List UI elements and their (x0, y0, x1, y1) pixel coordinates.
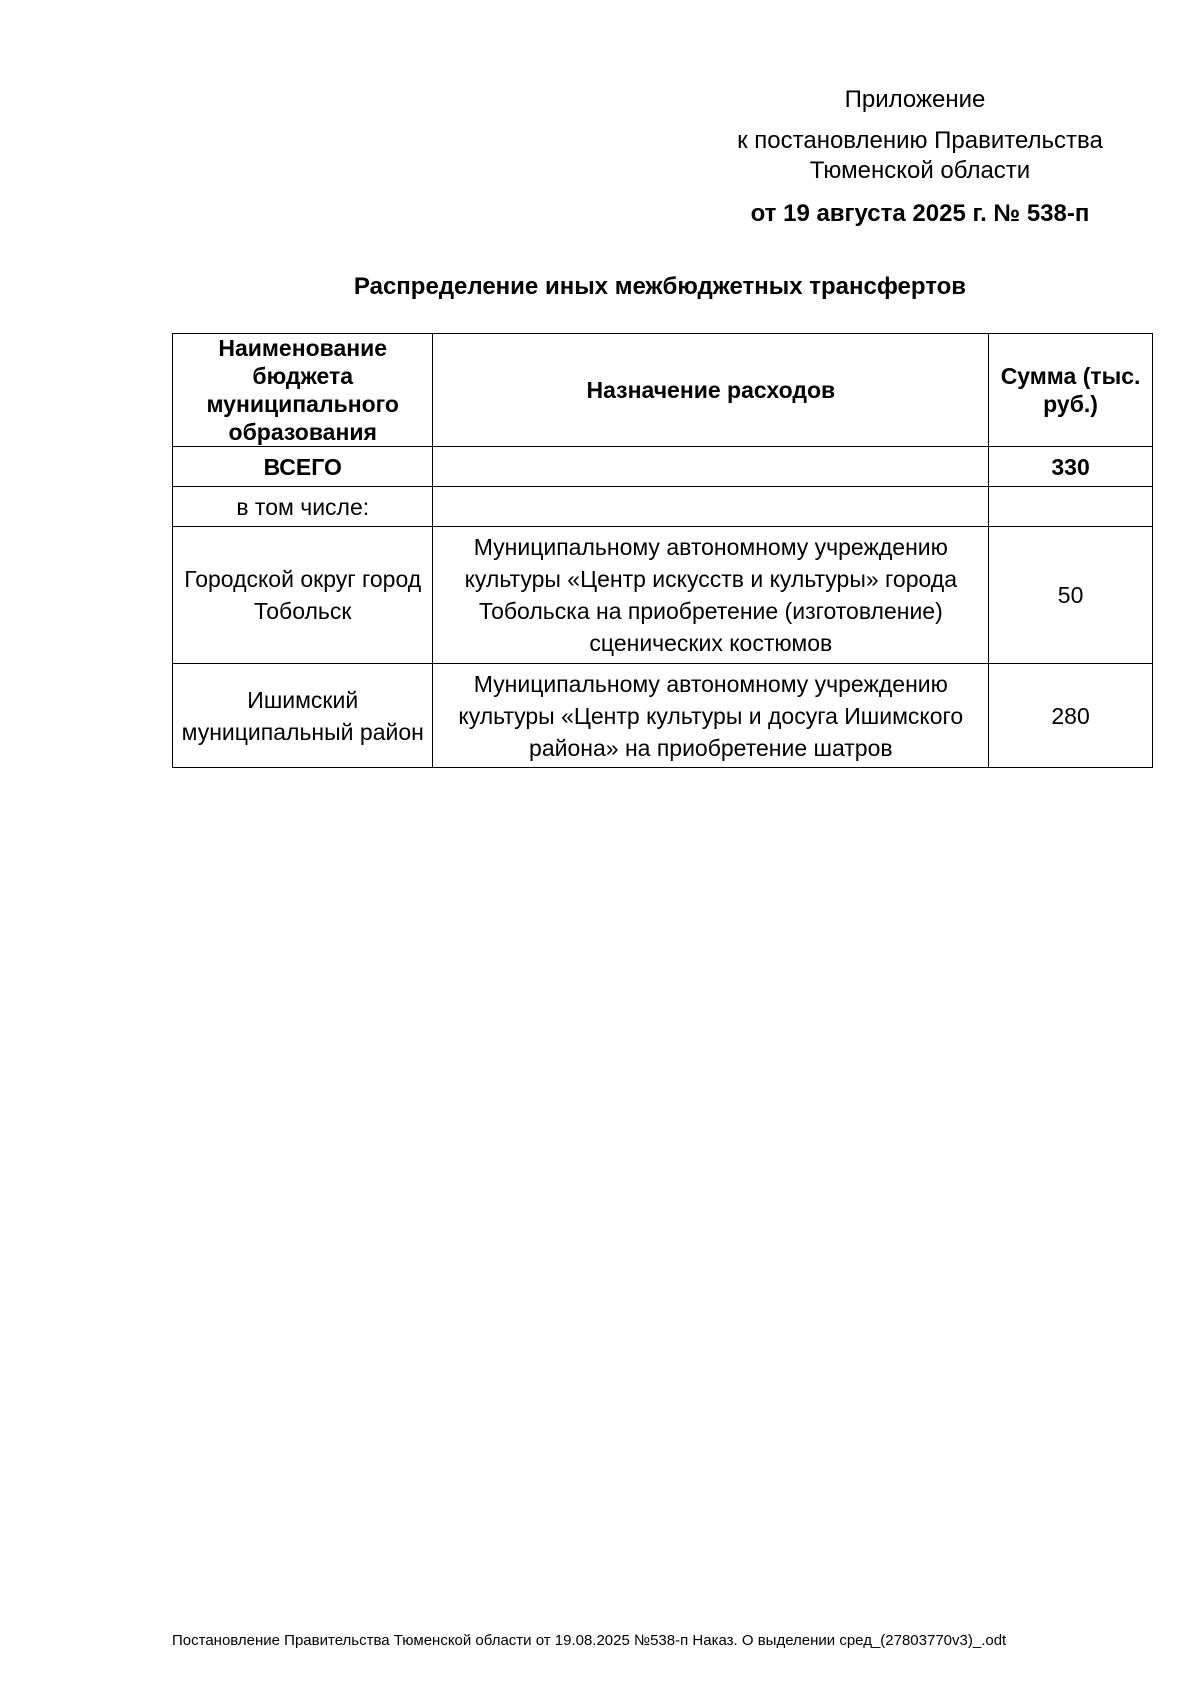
sum-cell: 280 (989, 664, 1153, 768)
total-label: ВСЕГО (173, 447, 433, 487)
column-header-sum: Сумма (тыс. руб.) (989, 334, 1153, 447)
budget-name-cell: Городской округ город Тобольск (173, 527, 433, 664)
page-footer: Постановление Правительства Тюменской области от 19.08.2025 №538-п Наказ. О выделении сред_(27803770v3)_.odt (172, 1632, 1007, 1649)
appendix-label: Приложение (844, 86, 986, 113)
distribution-table (172, 333, 1153, 768)
including-label: в том числе: (173, 487, 433, 527)
column-header-purpose: Назначение расходов (433, 334, 989, 447)
table-row (173, 527, 1153, 664)
budget-name-cell: Ишимский муниципальный район (173, 664, 433, 768)
table-header-row (173, 334, 1153, 447)
table-row (173, 664, 1153, 768)
including-purpose (433, 487, 989, 527)
including-sum (989, 487, 1153, 527)
total-sum: 330 (989, 447, 1153, 487)
purpose-cell: Муниципальному автономному учреждению культуры «Центр культуры и досуга Ишимского района» на приобретение шатров (433, 664, 989, 768)
appendix-reference: к постановлению Правительства Тюменской области (737, 127, 1103, 184)
sum-cell: 50 (989, 527, 1153, 664)
total-purpose (433, 447, 989, 487)
document-title: Распределение иных межбюджетных трансфертов (353, 273, 967, 300)
table-row-including (173, 487, 1153, 527)
appendix-date: от 19 августа 2025 г. № 538-п (750, 200, 1090, 227)
purpose-cell: Муниципальному автономному учреждению культуры «Центр искусств и культуры» города Тобольска на приобретение (изготовление) сценических костюмов (433, 527, 989, 664)
column-header-budget-name: Наименование бюджета муниципального образования (173, 334, 433, 447)
table-row-total (173, 447, 1153, 487)
